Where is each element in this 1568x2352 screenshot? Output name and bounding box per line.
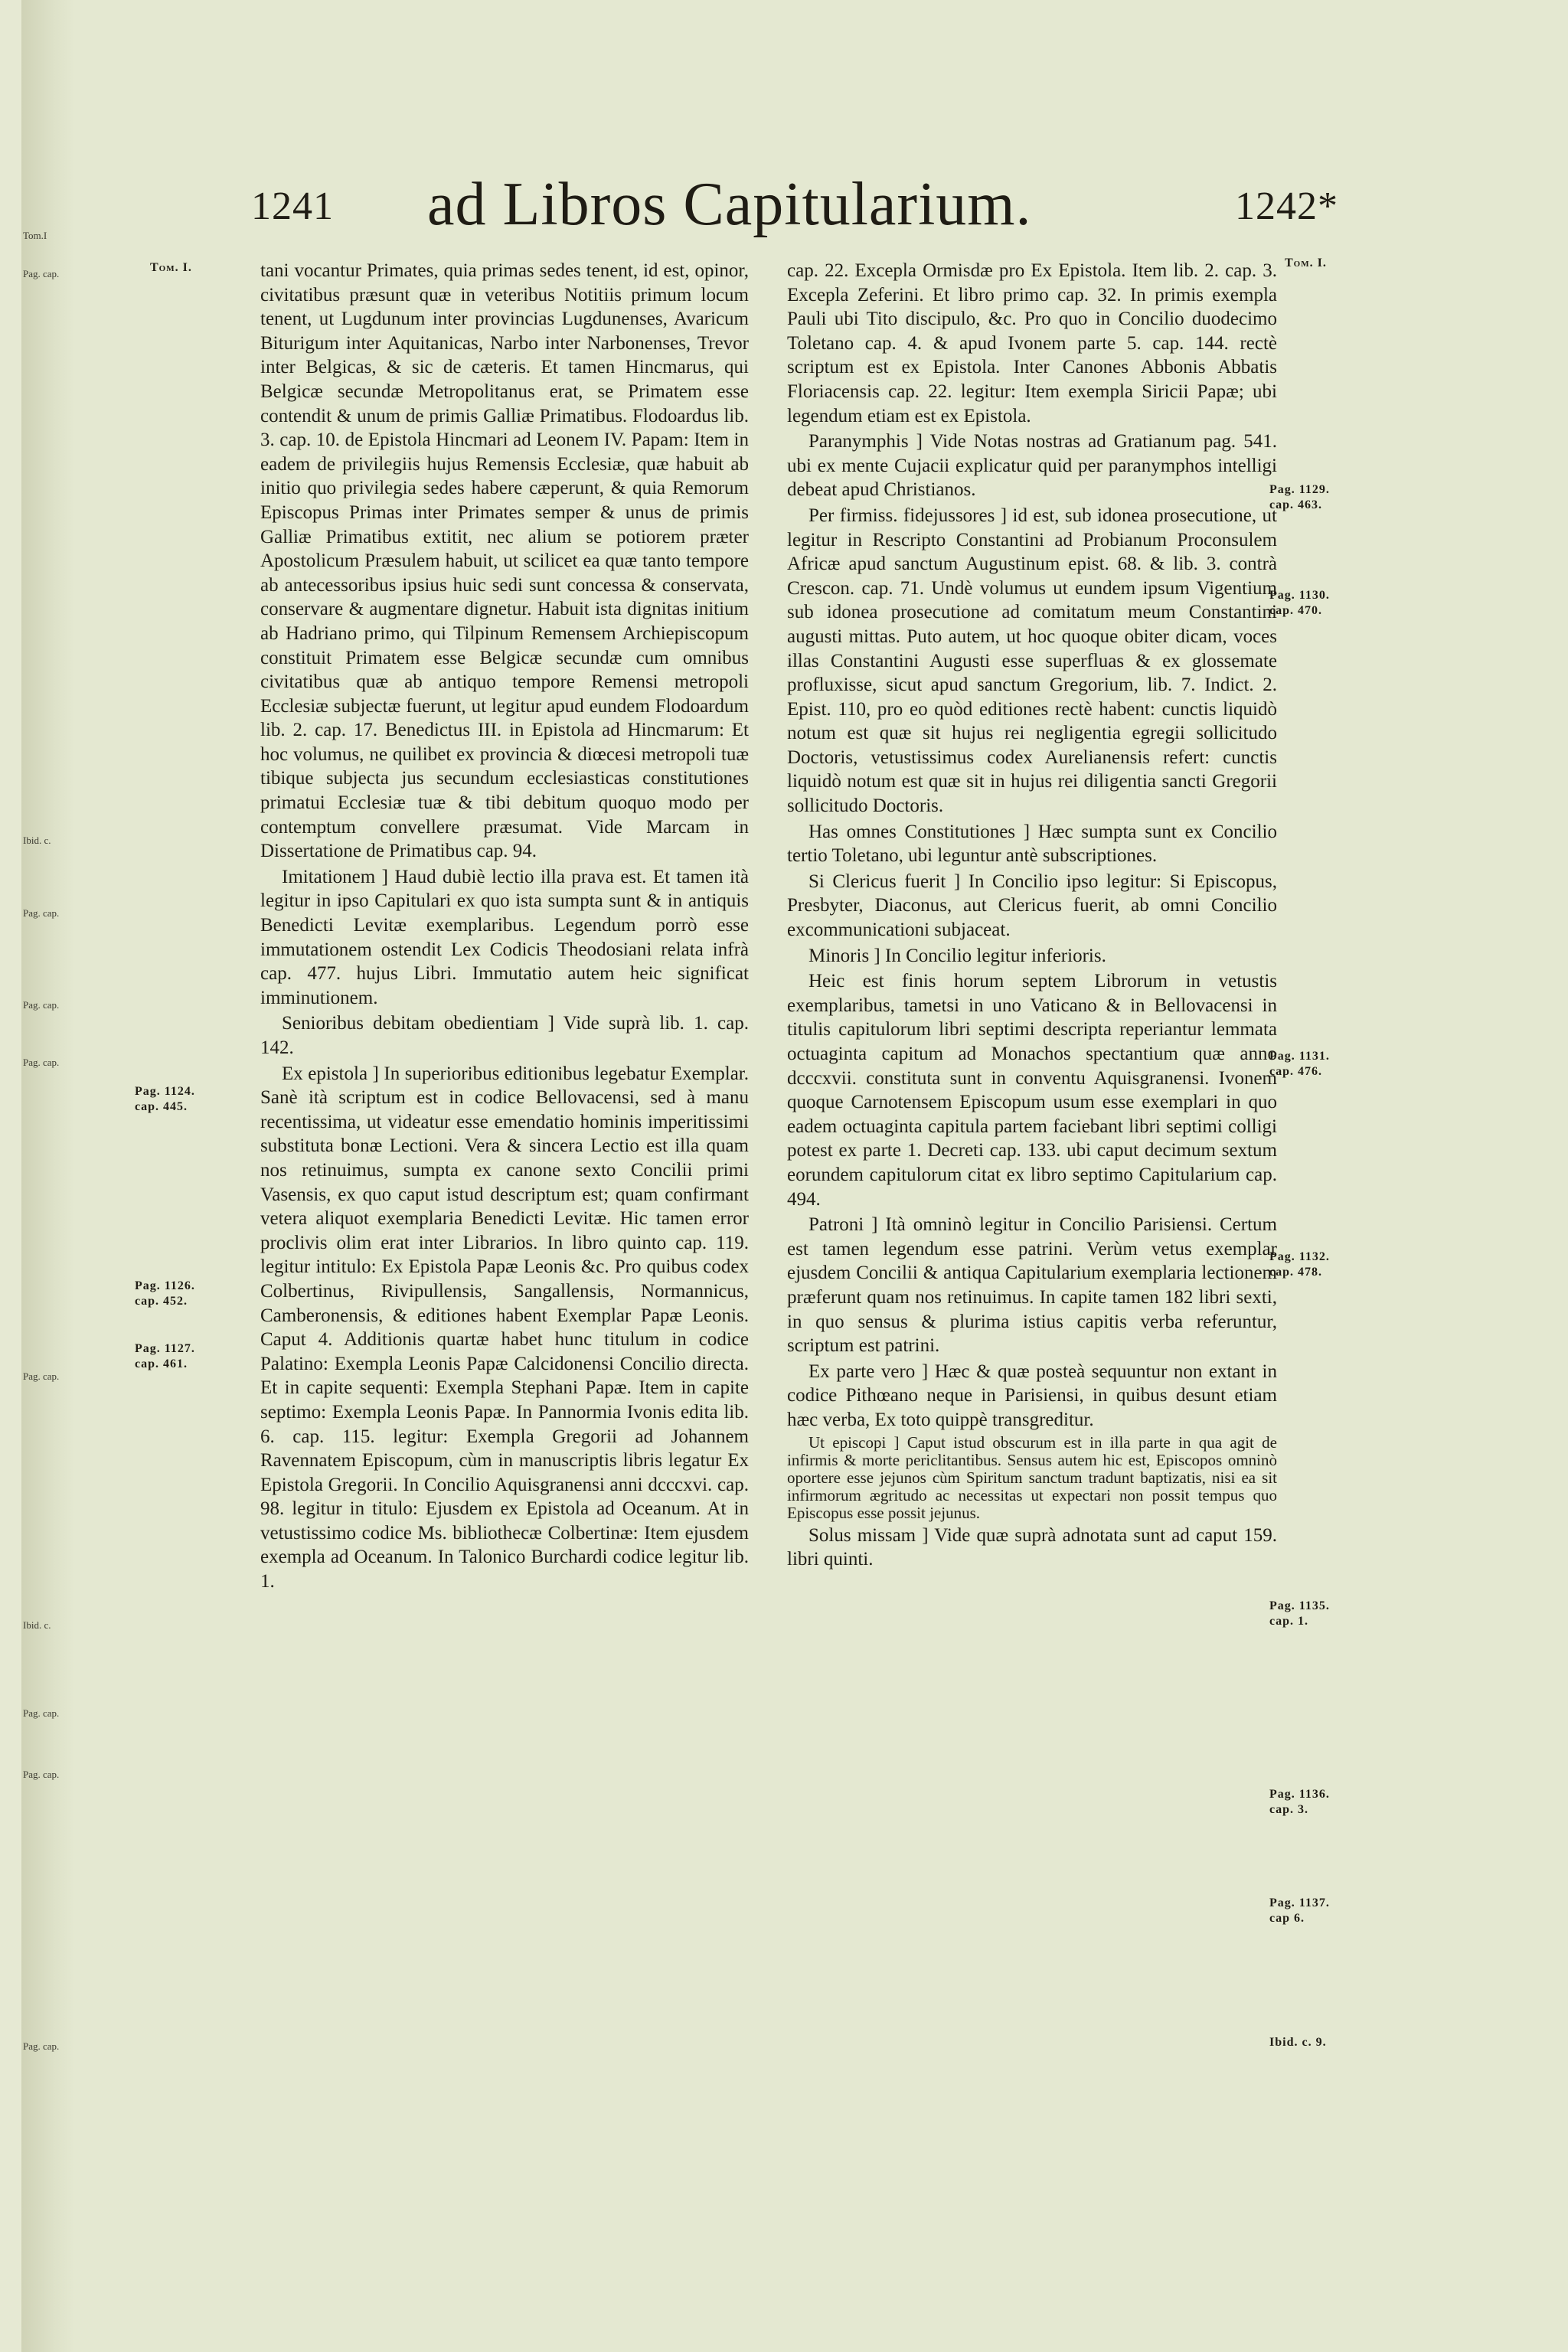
- margin-note: Pag. 1130. cap. 470.: [1269, 589, 1330, 617]
- paragraph: Si Clericus fuerit ] In Concilio ipso legitur: Si Episcopus, Presbyter, Diaconus, aut Clericus fuerit, ab omni Concilio excommunicationi subjaceat.: [787, 871, 1277, 941]
- book-page: [21, 0, 1568, 2352]
- paragraph: Ut episcopi ] Caput istud obscurum est in illa parte in qua agit de infirmis & morte periclitantibus. Sensus autem hic est, Episcopos omninò oportere esse jejunos cùm Spiritum sanctum tradunt baptizatis, nisi ea sit infirmorum ægritudo ac necessitas ut expectari non possit tempus quo Episcopus esse possit jejunus.: [787, 1432, 1277, 1522]
- gutter-ref: Pag. cap.: [23, 1769, 60, 1780]
- margin-note-tom: Tom. I.: [1285, 256, 1327, 270]
- paragraph: Has omnes Constitutiones ] Hæc sumpta sunt ex Concilio tertio Toletano, ubi leguntur antè subscriptiones.: [787, 821, 1277, 867]
- paragraph: Per firmiss. fidejussores ] id est, sub idonea prosecutione, ut legitur in Rescripto Constantini ad Probianum Proconsulem Africæ apud sanctum Augustinum epist. 68. & lib. 3. contrà Crescon. cap. 71. Undè volumus ut eundem ipsum Vigentium sub idonea prosecutione ad comitatum meum Constantini augusti mittas. Puto autem, ut hoc quoque obiter dicam, voces illas Constantini Augusti esse superfluas & ex glossemate profluxisse, sicut apud sanctum Gregorium, lib. 7. Indict. 2. Epist. 110, pro eo quòd editiones rectè habent: cunctis liquidò notum est quæ sit hujus rei negligentia egregii sollicitudo Doctoris, vetustissimus codex Aurelianensis refert: cunctis liquidò notum est quæ sit in hujus rei diligentia sancti Gregorii sollicitudo Doctoris.: [787, 505, 1277, 817]
- paragraph: cap. 22. Excepla Ormisdæ pro Ex Epistola. Item lib. 2. cap. 3. Excepla Zeferini. Et libro primo cap. 32. In primis exempla Pauli ubi Tito discipulo, &c. Pro quo in Concilio duodecimo Toletano cap. 4. & apud Ivonem parte 5. cap. 144. rectè scriptum est ex Epistola. Inter Canones Abbonis Abbatis Floriacensis cap. 22. legitur: Item exempla Siricii Papæ; ubi legendum etiam est ex Epistola.: [787, 260, 1277, 426]
- margin-note: Pag. 1137. cap 6.: [1269, 1896, 1330, 1925]
- right-text-column: [787, 259, 1277, 1573]
- paragraph: Ex epistola ] In superioribus editionibus legebatur Exemplar. Sanè ità scriptum est in codice Bellovacensi, sed à manu recentissima, ut videatur esse emendatio hominis imperitissimi substituta bonæ Lectioni. Vera & sincera Lectio est illa quam nos retinuimus, sumpta ex canone sexto Concilii primi Vasensis, ex quo caput istud descriptum est; quam confirmant vetera aliquot exemplaria Benedicti Levitæ. Hic tamen error proclivis olim erat inter Librarios. In libro quinto cap. 119. legitur intitulo: Ex Epistola Papæ Leonis &c. Pro quibus codex Colbertinus, Rivipullensis, Sangallensis, Normannicus, Camberonensis, & editiones habent Exemplar Papæ Leonis. Caput 4. Additionis quartæ habet hunc titulum in codice Palatino: Exempla Leonis Papæ Calcidonensi Concilio directa. Et in capite sequenti: Exempla Stephani Papæ. Item in capite septimo: Exempla Leonis Papæ. In Pannormia Ivonis edita lib. 6. cap. 115. legitur: Exempla Gregorii ad Johannem Ravennatem Episcopum, cùm in manuscriptis libris legatur Ex Epistola Gregorii. In Concilio Aquisgranensi anni dcccxvi. cap. 98. legitur in titulo: Ejusdem ex Epistola ad Oceanum. At in vetustissimo codice Ms. bibliothecæ Colbertinæ: Item ejusdem exempla ad Oceanum. In Talonico Burchardi codice legitur lib. 1.: [260, 1063, 749, 1592]
- gutter-ref: Ibid. c.: [23, 835, 51, 846]
- page-number-right: 1242*: [1235, 185, 1338, 228]
- gutter-ref: Tom.I: [23, 230, 47, 241]
- gutter-ref: Pag. cap.: [23, 1057, 60, 1068]
- margin-note: Pag. 1127. cap. 461.: [135, 1342, 195, 1370]
- running-head: [251, 170, 1338, 239]
- page-number-left: 1241: [251, 185, 334, 228]
- paragraph: Patroni ] Ità omninò legitur in Concilio Parisiensi. Certum est tamen legendum esse patrini. Verùm vetus exemplar ejusdem Concilii & antiqua Capitularium exemplaria lectionem præferunt quam nos retinuimus. In capite tamen 182 libri sexti, in quo sensus & plurima istius capitis verba referuntur, scriptum est patrini.: [787, 1214, 1277, 1357]
- margin-note: Pag. 1124. cap. 445.: [135, 1085, 195, 1113]
- facing-page-gutter: [21, 0, 75, 2352]
- margin-note: Pag. 1135. cap. 1.: [1269, 1599, 1330, 1628]
- paragraph: Ex parte vero ] Hæc & quæ posteà sequuntur non extant in codice Pithœano neque in Parisiensi, in quibus desunt etiam hæc verba, Ex toto quippè transgreditur.: [787, 1361, 1277, 1430]
- paragraph: Senioribus debitam obedientiam ] Vide suprà lib. 1. cap. 142.: [260, 1013, 749, 1058]
- paragraph: tani vocantur Primates, quia primas sedes tenent, id est, opinor, civitatibus præsunt quæ in veteribus Notitiis primum locum tenent, ut Lugdunum inter provincias Lugdunenses, Avaricum Biturigum inter Aquitanicas, Narbo inter Narbonenses, Trevor inter Belgicas, & sic de cæteris. Et tamen Hincmarus, qui Belgicæ secundæ Metropolitanus erat, se Primatem esse contendit & unum de primis Galliæ Primatibus. Flodoardus lib. 3. cap. 10. de Epistola Hincmari ad Leonem IV. Papam: Item in eadem de privilegiis hujus Remensis Ecclesiæ, quæ habuit ab initio quo privilegia sedes habere cæperunt, & quia Remorum Episcopus Primas inter Primates semper & unus de primis Galliæ Primatibus extitit, nec alium se potiorem præter Apostolicum Præsulem habuit, ut scilicet ea quæ tanto tempore ab antecessoribus ipsius huic sedi sunt concessa & conservata, conservare & augmentare dignetur. Habuit ista dignitas initium ab Hadriano primo, qui Tilpinum Remensem Archiepiscopum constituit Primatem esse Belgicæ secundæ cum omnibus civitatibus quæ ab antiquo tempore Remensi metropoli Ecclesiæ subjectæ fuerunt, ut legitur apud eundem Flodoardum lib. 2. cap. 17. Benedictus III. in Epistola ad Hincmarum: Et hoc volumus, ne quilibet ex provincia & diœcesi metropoli tuæ tibique subjecta jus secundum ecclesiasticas constitutiones primatui Ecclesiæ tuæ & tibi debitum quoquo modo per contemptum convellere præsumat. Vide Marcam in Dissertatione de Primatibus cap. 94.: [260, 260, 749, 862]
- margin-note: Pag. 1131. cap. 476.: [1269, 1050, 1330, 1078]
- gutter-ref: Pag. cap.: [23, 268, 60, 279]
- margin-note: Ibid. c. 9.: [1269, 2036, 1327, 2049]
- gutter-ref: Pag. cap.: [23, 907, 60, 919]
- paragraph: Minoris ] In Concilio legitur inferioris.: [808, 945, 1106, 966]
- gutter-ref: Pag. cap.: [23, 999, 60, 1011]
- margin-note-tom: Tom. I.: [150, 261, 192, 274]
- page-title: ad Libros Capitularium.: [427, 171, 1032, 238]
- margin-note: Pag. 1126. cap. 452.: [135, 1279, 195, 1308]
- paragraph: Heic est finis horum septem Librorum in vetustis exemplaribus, tametsi in uno Vaticano & in Bellovacensi in titulis capitulorum libri septimi descripta reperiantur lemmata octuaginta capitum ad Monachos spectantium quæ anno dcccxvii. constituta sunt in conventu Aquisgranensi. Ivonem quoque Carnotensem Episcopum usum esse exemplari in quo eadem octuaginta capitula partem faciebant libri septimi colligi potest ex parte 1. Decreti cap. 133. ubi caput decimum sextum eorundem capitulorum citat ex libro septimo Capitularium cap. 494.: [787, 971, 1277, 1210]
- margin-note: Pag. 1136. cap. 3.: [1269, 1788, 1330, 1816]
- paragraph: Solus missam ] Vide quæ suprà adnotata sunt ad caput 159. libri quinti.: [787, 1524, 1277, 1570]
- gutter-ref: Pag. cap.: [23, 1707, 60, 1719]
- margin-note: Pag. 1129. cap. 463.: [1269, 483, 1330, 511]
- gutter-ref: Pag. cap.: [23, 2040, 60, 2052]
- paragraph: Imitationem ] Haud dubiè lectio illa prava est. Et tamen ità legitur in ipso Capitulari ex quo ista sumpta sunt & in antiquis Benedicti Levitæ exemplaribus. Legendum porrò esse immutationem ostendit Lex Codicis Theodosiani relata infrà cap. 477. hujus Libri. Immutatio autem heic significat imminutionem.: [260, 866, 749, 1008]
- gutter-ref: Pag. cap.: [23, 1370, 60, 1382]
- margin-note: Pag. 1132. cap. 478.: [1269, 1250, 1330, 1279]
- paragraph: Paranymphis ] Vide Notas nostras ad Gratianum pag. 541. ubi ex mente Cujacii explicatur quid per paranymphos intelligi debeat apud Christianos.: [787, 431, 1277, 501]
- gutter-ref: Ibid. c.: [23, 1619, 51, 1631]
- left-text-column: [260, 259, 749, 1596]
